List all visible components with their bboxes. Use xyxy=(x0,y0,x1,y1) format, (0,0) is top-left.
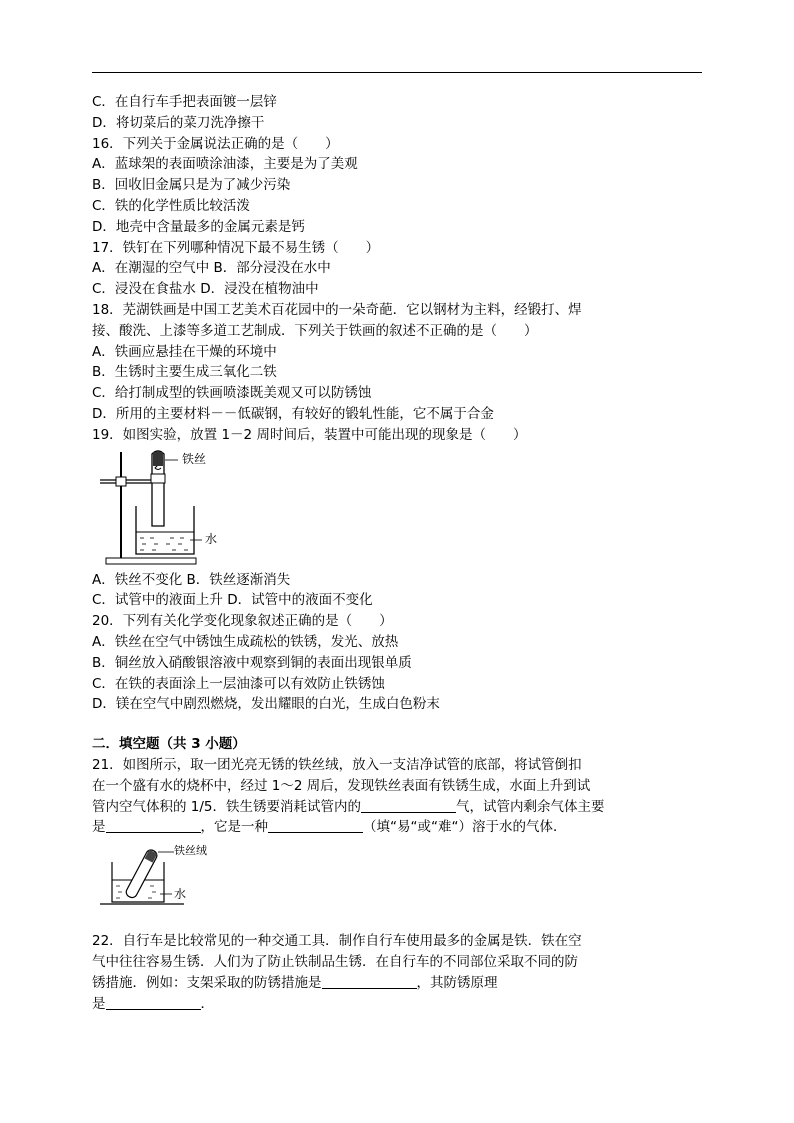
question-21-line-2: 在一个盛有水的烧杯中，经过 1～2 周后，发现铁丝表面有铁锈生成，水面上升到试 xyxy=(92,777,591,794)
answer-blank[interactable] xyxy=(361,798,456,813)
answer-blank[interactable] xyxy=(106,818,201,833)
steel-wool-label: 铁丝绒 xyxy=(174,844,207,858)
beaker-drawing xyxy=(98,844,238,914)
wire-label: 铁丝 xyxy=(182,451,207,466)
question-19-options-ab: A．铁丝不变化 B．铁丝逐渐消失 xyxy=(92,571,291,588)
text-fragment: 是 xyxy=(92,995,106,1012)
text-fragment: 是 xyxy=(92,819,106,836)
question-17-options-ab: A．在潮湿的空气中 B．部分浸没在水中 xyxy=(92,260,331,277)
question-20-option-a: A．铁丝在空气中锈蚀生成疏松的铁锈，发光、放热 xyxy=(92,633,399,650)
answer-blank[interactable] xyxy=(322,974,417,989)
question-21-line-1: 21．如图所示，取一团光亮无锈的铁丝绒，放入一支洁净试管的底部，将试管倒扣 xyxy=(92,756,582,773)
question-16-option-a: A．蓝球架的表面喷涂油漆，主要是为了美观 xyxy=(92,156,358,173)
water-label: 水 xyxy=(174,887,187,902)
iron-wire-apparatus-figure xyxy=(94,448,234,570)
question-18-stem: 18．芜湖铁画是中国工艺美术百花园中的一朵奇葩．它以钢材为主料，经锻打、焊 xyxy=(92,301,582,318)
question-16-option-c: C．铁的化学性质比较活泼 xyxy=(92,197,250,214)
text-line: D．将切菜后的菜刀洗净擦干 xyxy=(92,114,265,131)
text-line: C．在自行车手把表面镀一层锌 xyxy=(92,94,277,110)
question-22-line-3 xyxy=(92,973,704,994)
spacer xyxy=(92,922,704,931)
question-18-option-a: A．铁画应悬挂在干燥的环境中 xyxy=(92,343,277,360)
question-18-stem-cont: 接、酸洗、上漆等多道工艺制成．下列关于铁画的叙述不正确的是（ ） xyxy=(92,322,538,339)
answer-blank[interactable] xyxy=(268,818,363,833)
question-19-options-cd: C．试管中的液面上升 D．试管中的液面不变化 xyxy=(92,592,373,609)
answer-blank[interactable] xyxy=(106,995,201,1010)
question-17-options-cd: C．浸没在食盐水 D．浸没在植物油中 xyxy=(92,281,319,298)
question-20-option-b: B．铜丝放入硝酸银溶液中观察到铜的表面出现银单质 xyxy=(92,654,412,671)
question-21-line-4 xyxy=(92,817,704,838)
question-18-option-d: D．所用的主要材料－－低碳钢，有较好的锻轧性能，它不属于合金 xyxy=(92,405,494,422)
text-fragment: ，它是一种 xyxy=(200,819,268,836)
question-21-line-3 xyxy=(92,797,704,818)
question-22-line-4 xyxy=(92,994,704,1015)
text-fragment: 气，试管内剩余气体主要 xyxy=(456,798,605,815)
section-title: 二．填空题（共 3 小题） xyxy=(92,736,246,753)
question-20-stem: 20．下列有关化学变化现象叙述正确的是（ ） xyxy=(92,613,393,630)
question-20-option-d: D．镁在空气中剧烈燃烧，发出耀眼的白光，生成白色粉末 xyxy=(92,696,440,713)
water-label: 水 xyxy=(205,531,218,546)
text-fragment: ，其防锈原理 xyxy=(416,974,498,991)
question-19-stem: 19．如图实验，放置 1－2 周时间后，装置中可能出现的现象是（ ） xyxy=(92,426,527,443)
text-fragment: 管内空气体积的 1/5．铁生锈要消耗试管内的 xyxy=(92,798,362,815)
question-16-option-b: B．回收旧金属只是为了减少污染 xyxy=(92,177,291,194)
text-fragment: ． xyxy=(200,995,214,1012)
question-22-line-2: 气中往往容易生锈．人们为了防止铁制品生锈．在自行车的不同部位采取不同的防 xyxy=(92,953,578,970)
question-22-line-1: 22．自行车是比较常见的一种交通工具．制作自行车使用最多的金属是铁．铁在空 xyxy=(92,933,582,950)
question-18-option-c: C．给打制成型的铁画喷漆既美观又可以防锈蚀 xyxy=(92,385,372,402)
question-16-option-d: D．地壳中含量最多的金属元素是钙 xyxy=(92,218,305,235)
apparatus-drawing xyxy=(94,448,234,570)
header-rule xyxy=(92,72,702,73)
question-18-option-b: B．生锈时主要生成三氧化二铁 xyxy=(92,364,277,381)
question-17-stem: 17．铁钉在下列哪种情况下最不易生锈（ ） xyxy=(92,239,380,256)
steel-wool-beaker-figure xyxy=(98,844,238,914)
text-fragment: 锈措施．例如：支架采取的防锈措施是 xyxy=(92,974,322,991)
text-fragment: （填“易“或“难“）溶于水的气体． xyxy=(363,819,567,836)
question-16-stem: 16．下列关于金属说法正确的是（ ） xyxy=(92,135,339,152)
document-body xyxy=(92,92,704,1014)
question-20-option-c: C．在铁的表面涂上一层油漆可以有效防止铁锈蚀 xyxy=(92,675,385,692)
